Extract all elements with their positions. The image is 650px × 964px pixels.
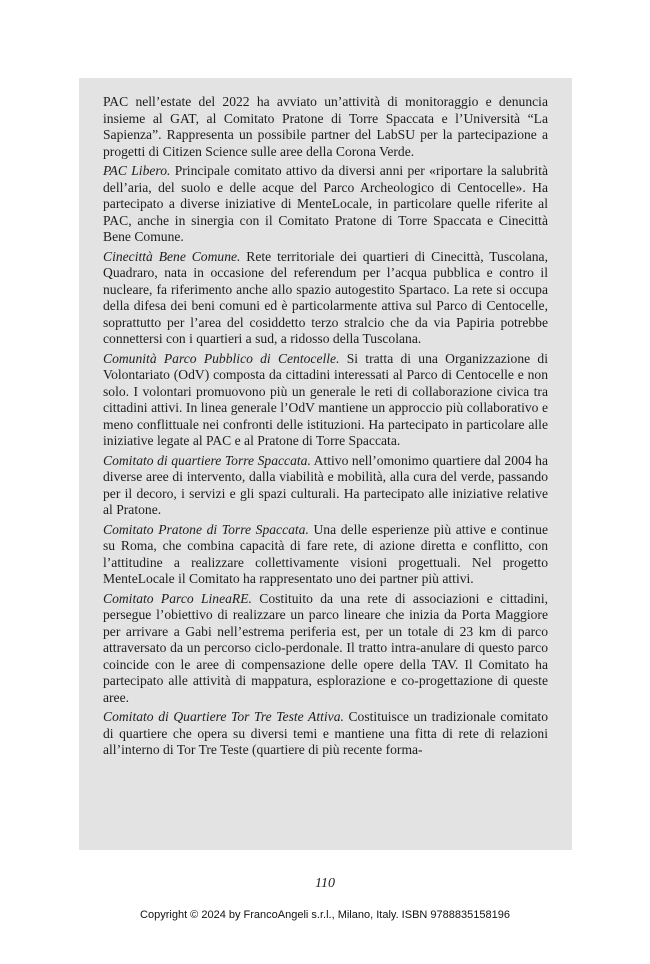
paragraph-body: Principale comitato attivo da diversi anni per «riportare la salubrità dell’aria, del suolo e delle acque del Parco Archeologico di Centocelle». Ha partecipato a diverse iniziative di MenteLocale, in particolare quelle riferite al PAC, anche in sinergia con il Comitato Pratone di Torre Spaccata e Cinecittà Bene Comune. bbox=[103, 163, 548, 244]
paragraph-body: PAC nell’estate del 2022 ha avviato un’attività di monitoraggio e denuncia insieme al GAT, al Comitato Pratone di Torre Spaccata e l’Università “La Sapienza”. Rappresenta un possibile partner del LabSU per la partecipazione a progetti di Citizen Science sulle aree della Corona Verde. bbox=[103, 94, 548, 159]
page-number: 110 bbox=[315, 876, 335, 891]
org-name: Comitato Pratone di Torre Spaccata. bbox=[103, 521, 309, 537]
org-name: PAC Libero. bbox=[103, 163, 171, 178]
copyright-notice: Copyright © 2024 by FrancoAngeli s.r.l., Milano, Italy. ISBN 9788835158196 bbox=[140, 909, 510, 921]
paragraph-body: Costituisce un tradizionale comitato di quartiere che opera su diversi temi e mantiene una fitta di rete di relazioni all’interno di Tor Tre Teste (quartiere di più recente forma- bbox=[103, 709, 548, 757]
paragraph-cinecitta-bene-comune bbox=[103, 249, 548, 348]
paragraph-pac-intro bbox=[103, 94, 548, 160]
text-box bbox=[79, 78, 572, 850]
paragraph-body: Costituito da una rete di associazioni e cittadini, persegue l’obiettivo di realizzare un parco lineare che inizia da Porta Maggiore per arrivare a Gabi nell’estrema periferia est, per un totale di 23 km di parco attraversato da un percorso ciclo-perdonale. Il tratto intra-anulare di questo parco coincide con le aree di compensazione delle opere della TAV. Il Comitato ha partecipato alle attività di mappatura, esplorazione e co-progettazione di queste aree. bbox=[103, 590, 548, 705]
paragraph-body: Rete territoriale dei quartieri di Cinecittà, Tuscolana, Quadraro, nata in occasione del referendum per l’acqua pubblica e contro il nucleare, fa riferimento anche allo spazio autogestito Spartaco. La rete si occupa della difesa dei beni comuni ed è particolarmente attiva sul Parco di Centocelle, soprattutto per l’area del cosiddetto terzo stralcio che da via Papiria potrebbe connettersi con i quartieri a sud, a ridosso della Tuscolana. bbox=[103, 248, 548, 346]
org-name: Cinecittà Bene Comune. bbox=[103, 248, 241, 264]
org-name: Comitato Parco LineaRE. bbox=[103, 590, 252, 606]
paragraph-body: Si tratta di una Organizzazione di Volontariato (OdV) composta da cittadini interessati al Parco di Centocelle e non solo. I volontari promuovono più un generale le reti di collaborazione civica tra cittadini attivi. In linea generale l’OdV mantiene un approccio più collaborativo e meno conflittuale nei confronti delle istituzioni. Ha partecipato in particolare alle iniziative legate al PAC e al Pratone di Torre Spaccata. bbox=[103, 350, 548, 448]
paragraph-body: Una delle esperienze più attive e continue su Roma, che combina capacità di fare rete, di azione diretta e conflitto, con l’attitudine a realizzare collettivamente visioni progettuali. Nel progetto MenteLocale il Comitato ha rappresentato uno dei partner più attivi. bbox=[103, 521, 548, 586]
paragraph-pac-libero bbox=[103, 163, 548, 246]
paragraph-comitato-torre-spaccata bbox=[103, 453, 548, 519]
paragraph-comitato-tor-tre-teste bbox=[103, 709, 548, 759]
org-name: Comitato di quartiere Torre Spaccata. bbox=[103, 452, 311, 468]
org-name: Comitato di Quartiere Tor Tre Teste Attiva. bbox=[103, 709, 344, 724]
org-name: Comunità Parco Pubblico di Centocelle. bbox=[103, 350, 340, 366]
paragraph-comunita-parco-pubblico bbox=[103, 351, 548, 450]
paragraph-comitato-parco-lineare bbox=[103, 591, 548, 707]
paragraph-body: Attivo nell’omonimo quartiere dal 2004 ha diverse aree di intervento, dalla viabilità e mobilità, alla cura del verde, passando per il decoro, i servizi e gli spazi culturali. Ha partecipato alle iniziative relative al Pratone. bbox=[103, 452, 548, 517]
paragraph-comitato-pratone bbox=[103, 522, 548, 588]
